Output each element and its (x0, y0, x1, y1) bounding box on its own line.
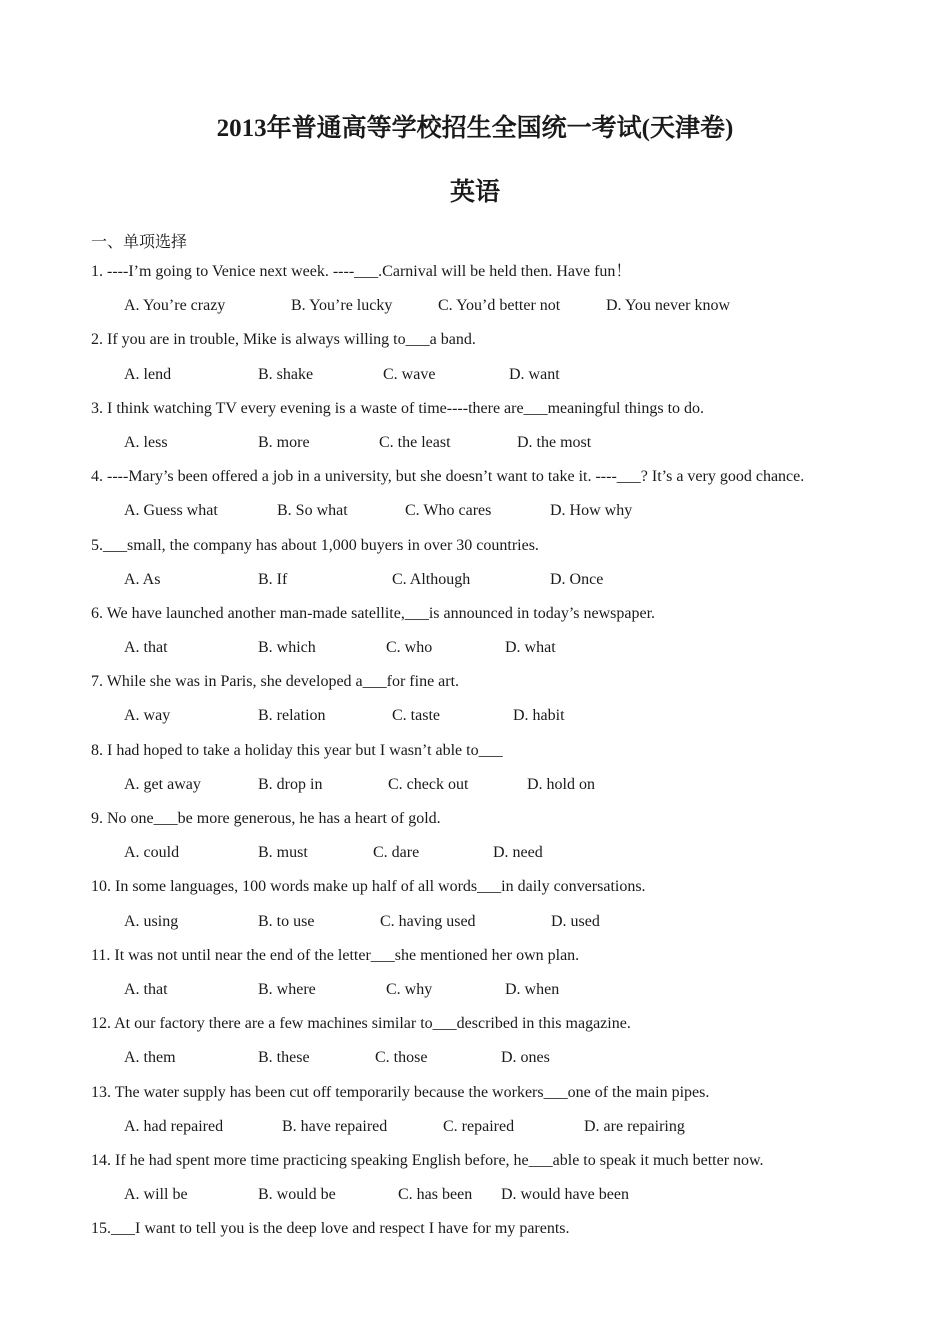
answer-option: C. has been (398, 1186, 473, 1204)
answer-option: A. way (124, 707, 171, 725)
question-stem: 5.___small, the company has about 1,000 buyers in over 30 countries. (91, 536, 539, 554)
answer-option: B. have repaired (282, 1117, 388, 1135)
question-stem: 4. ----Mary’s been offered a job in a university, but she doesn’t want to take it. ----___? It’s a very good chance. (91, 468, 805, 486)
answer-option: A. will be (124, 1186, 188, 1204)
answer-option: B. You’re lucky (291, 297, 393, 315)
answer-option: A. get away (124, 775, 201, 793)
answer-option: B. drop in (258, 775, 323, 793)
answer-option: B. to use (258, 912, 315, 930)
answer-option: B. relation (258, 707, 326, 725)
answer-option: D. ones (501, 1049, 550, 1067)
answer-option: C. You’d better not (438, 297, 561, 315)
answer-option: A. Guess what (124, 502, 218, 520)
answer-option: A. As (124, 570, 161, 588)
answer-option: D. are repairing (584, 1117, 685, 1135)
question-stem: 13. The water supply has been cut off temporarily because the workers___one of the main pipes. (91, 1083, 710, 1101)
answer-option: D. need (493, 844, 543, 862)
question-stem: 3. I think watching TV every evening is a waste of time----there are___meaningful things to do. (91, 399, 705, 417)
question-stem: 14. If he had spent more time practicing speaking English before, he___able to speak it much better now. (91, 1151, 764, 1169)
answer-option: B. So what (277, 502, 348, 520)
answer-option: B. these (258, 1049, 310, 1067)
answer-option: C. Who cares (405, 502, 492, 520)
question-stem: 1. ----I’m going to Venice next week. ----___.Carnival will be held then. Have fun！ (91, 263, 632, 280)
answer-option: B. If (258, 570, 288, 588)
answer-option: C. dare (373, 844, 420, 862)
answer-option: A. lend (124, 365, 172, 383)
answer-option: D. Once (550, 570, 604, 588)
answer-option: A. less (124, 433, 168, 451)
option-row (91, 433, 921, 467)
answer-option: C. Although (392, 570, 471, 588)
answer-option: D. How why (550, 502, 633, 520)
answer-option: C. taste (392, 707, 440, 725)
answer-option: B. where (258, 980, 316, 998)
question-stem: 10. In some languages, 100 words make up half of all words___in daily conversations. (91, 878, 646, 896)
answer-option: C. wave (383, 365, 436, 383)
answer-option: C. check out (388, 775, 469, 793)
option-row (91, 638, 921, 672)
answer-option: A. that (124, 980, 168, 998)
option-row (91, 980, 921, 1014)
answer-option: D. used (551, 912, 600, 930)
question-stem: 6. We have launched another man-made satellite,___is announced in today’s newspaper. (91, 604, 656, 622)
option-row (91, 706, 921, 740)
answer-option: C. repaired (443, 1117, 515, 1135)
answer-option: D. want (509, 365, 560, 383)
question-stem: 12. At our factory there are a few machines similar to___described in this magazine. (91, 1015, 631, 1033)
answer-option: B. must (258, 844, 308, 862)
question-stem: 9. No one___be more generous, he has a heart of gold. (91, 810, 441, 827)
question-stem: 11. It was not until near the end of the letter___she mentioned her own plan. (91, 946, 580, 964)
question-stem: 15.___I want to tell you is the deep love and respect I have for my parents. (91, 1220, 570, 1238)
answer-option: B. more (258, 433, 310, 451)
option-row (91, 365, 921, 399)
answer-option: A. had repaired (124, 1117, 224, 1135)
answer-option: A. You’re crazy (124, 297, 226, 315)
section-heading: 一、单项选择 (91, 234, 188, 251)
option-row (91, 843, 921, 877)
exam-title: 2013年普通高等学校招生全国统一考试(天津卷) (216, 115, 734, 142)
answer-option: D. hold on (527, 775, 595, 793)
option-row (91, 570, 921, 604)
answer-option: D. You never know (606, 297, 730, 315)
subject-title: 英语 (449, 179, 500, 206)
answer-option: D. would have been (501, 1186, 629, 1204)
answer-option: D. what (505, 639, 556, 657)
answer-option: A. them (124, 1049, 176, 1067)
option-row (91, 1185, 921, 1219)
answer-option: D. habit (513, 707, 565, 725)
option-row (91, 1117, 921, 1151)
answer-option: A. could (124, 844, 180, 862)
option-row (91, 296, 921, 330)
question-list (91, 262, 921, 1253)
answer-option: C. the least (379, 433, 451, 451)
answer-option: A. that (124, 639, 168, 657)
answer-option: B. which (258, 639, 316, 657)
option-row (91, 501, 921, 535)
option-row (91, 912, 921, 946)
answer-option: C. who (386, 639, 433, 657)
answer-option: D. the most (517, 433, 592, 451)
question-stem: 2. If you are in trouble, Mike is always willing to___a band. (91, 331, 476, 349)
answer-option: A. using (124, 912, 179, 930)
answer-option: D. when (505, 980, 560, 998)
answer-option: B. shake (258, 365, 314, 383)
option-row (91, 1048, 921, 1082)
question-stem: 8. I had hoped to take a holiday this year but I wasn’t able to___ (91, 741, 503, 759)
answer-option: C. why (386, 980, 433, 998)
answer-option: C. those (375, 1049, 428, 1067)
question-stem: 7. While she was in Paris, she developed a___for fine art. (91, 673, 460, 691)
answer-option: B. would be (258, 1186, 336, 1204)
answer-option: C. having used (380, 912, 476, 930)
option-row (91, 775, 921, 809)
